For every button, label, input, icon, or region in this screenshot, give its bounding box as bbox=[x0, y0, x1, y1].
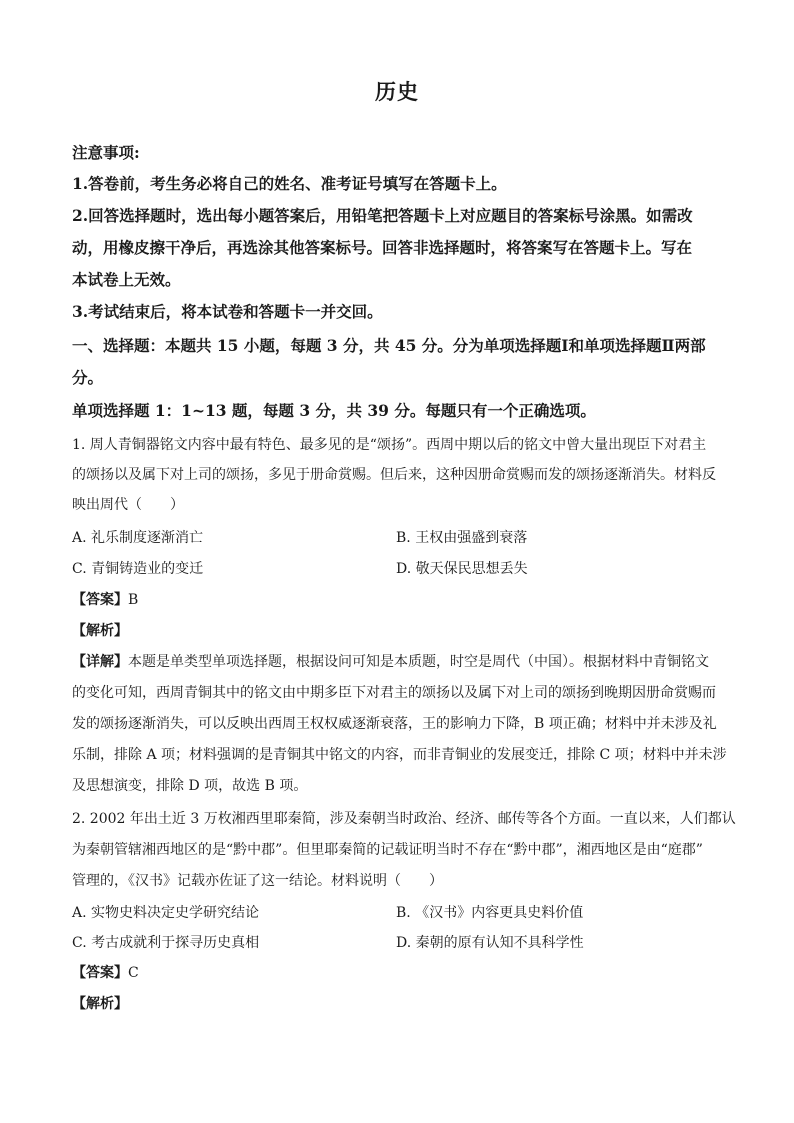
q2-option-b: B. 《汉书》内容更具史料价值 bbox=[396, 905, 584, 921]
q2-answer bbox=[72, 962, 139, 982]
notice-line-3: 动，用橡皮擦干净后，再选涂其他答案标号。回答非选择题时，将答案写在答题卡上。写在 bbox=[72, 238, 693, 257]
q1-detail-line-4: 乐制，排除 A 项；材料强调的是青铜其中铭文的内容，而非青铜业的发展变迁，排除 C 项；材料中并未涉 bbox=[72, 747, 727, 763]
notice-line-5: 3.考试结束后，将本试卷和答题卡一并交回。 bbox=[72, 302, 383, 321]
q2-answer-value: C bbox=[128, 965, 139, 981]
q1-detail-line-2: 的变化可知，西周青铜其中的铭文由中期多臣下对君主的颂扬以及属下对上司的颂扬到晚期因册命赏赐而 bbox=[72, 685, 716, 701]
q2-stem-line-2: 为秦朝管辖湘西地区的是“黔中郡”。但里耶秦简的记载证明当时不存在“黔中郡”，湘西地区是由“庭郡” bbox=[72, 842, 703, 858]
q2-option-c: C. 考古成就利于探寻历史真相 bbox=[72, 935, 260, 951]
q1-stem-line-2: 的颂扬以及属下对上司的颂扬，多见于册命赏赐。但后来，这种因册命赏赐而发的颂扬逐渐消失。材料反 bbox=[72, 467, 716, 483]
notice-line-4: 本试卷上无效。 bbox=[72, 270, 181, 289]
q1-answer-value: B bbox=[128, 592, 139, 608]
q1-answer bbox=[72, 589, 138, 609]
q2-stem-line-1: 2. 2002 年出土近 3 万枚湘西里耶秦简，涉及秦朝当时政治、经济、邮传等各个方面。一直以来，人们都认 bbox=[72, 811, 736, 827]
notice-line-1: 1.答卷前，考生务必将自己的姓名、准考证号填写在答题卡上。 bbox=[72, 174, 507, 193]
q2-answer-tag: 【答案】 bbox=[72, 965, 128, 981]
q1-detail-tag: 【详解】 bbox=[72, 654, 128, 670]
section-heading-line-1: 一、选择题：本题共 15 小题，每题 3 分，共 45 分。分为单项选择题Ⅰ和单项选择题Ⅱ两部 bbox=[72, 336, 706, 355]
q1-option-a: A. 礼乐制度逐渐消亡 bbox=[72, 530, 204, 546]
q2-analysis-tag: 【解析】 bbox=[72, 996, 128, 1012]
q2-option-d: D. 秦朝的原有认知不具科学性 bbox=[396, 935, 584, 951]
page-title: 历史 bbox=[375, 79, 419, 104]
q1-analysis-tag: 【解析】 bbox=[72, 623, 128, 639]
notice-heading: 注意事项: bbox=[72, 143, 140, 162]
q1-option-b: B. 王权由强盛到衰落 bbox=[396, 530, 528, 546]
q1-detail-text-1: 本题是单类型单项选择题，根据设问可知是本质题，时空是周代（中国）。根据材料中青铜铭文 bbox=[128, 654, 709, 670]
q1-detail-line-3: 发的颂扬逐渐消失，可以反映出西周王权权威逐渐衰落，王的影响力下降，B 项正确；材料中并未涉及礼 bbox=[72, 716, 717, 732]
q1-option-c: C. 青铜铸造业的变迁 bbox=[72, 561, 204, 577]
section-subheading: 单项选择题 1：1~13 题，每题 3 分，共 39 分。每题只有一个正确选项。 bbox=[72, 401, 596, 420]
q1-option-d: D. 敬天保民思想丢失 bbox=[396, 561, 528, 577]
q1-stem-line-3: 映出周代（ ） bbox=[72, 497, 184, 513]
q1-detail-line-5: 及思想演变，排除 D 项，故选 B 项。 bbox=[72, 778, 308, 794]
q1-detail-line-1 bbox=[72, 651, 709, 671]
q2-option-a: A. 实物史料决定史学研究结论 bbox=[72, 905, 260, 921]
notice-line-2: 2.回答选择题时，选出每小题答案后，用铅笔把答题卡上对应题目的答案标号涂黑。如需改 bbox=[72, 206, 693, 225]
section-heading-line-2: 分。 bbox=[72, 368, 104, 387]
q1-answer-tag: 【答案】 bbox=[72, 592, 128, 608]
q2-stem-line-3: 管理的，《汉书》记载亦佐证了这一结论。材料说明（ ） bbox=[72, 873, 443, 889]
q1-stem-line-1: 1. 周人青铜器铭文内容中最有特色、最多见的是“颂扬”。西周中期以后的铭文中曾大量出现臣下对君主 bbox=[72, 437, 707, 453]
